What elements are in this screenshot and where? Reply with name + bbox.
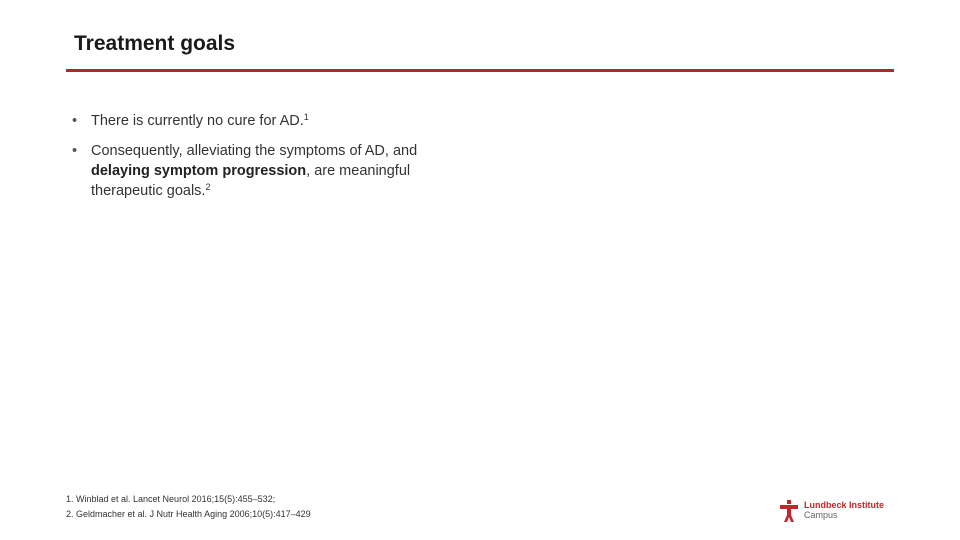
reference-superscript: 1 [303, 112, 309, 122]
reference-item: 1. Winblad et al. Lancet Neurol 2016;15(5):455–532; [66, 494, 276, 504]
bullet-text-continued: , are meaningful therapeutic goals. [91, 163, 411, 199]
bullet-emphasis: delaying symptom progression [91, 163, 307, 179]
bullet-marker: • [72, 113, 78, 129]
bullet-item [72, 141, 472, 201]
bullet-text: Consequently, alleviating the symptoms of AD, and [91, 143, 418, 159]
title-divider [66, 69, 894, 72]
lundbeck-logo [780, 500, 900, 522]
lundbeck-figure-icon [780, 500, 798, 522]
reference-item: 2. Geldmacher et al. J Nutr Health Aging 2006;10(5):417–429 [66, 509, 311, 519]
reference-superscript: 2 [205, 182, 211, 192]
bullet-text: There is currently no cure for AD. [91, 113, 304, 129]
bullet-list [72, 111, 472, 211]
references [66, 492, 311, 522]
bullet-marker: • [72, 143, 78, 159]
logo-wordmark: Lundbeck Institute [804, 500, 885, 510]
logo-subtitle: Campus [804, 510, 838, 520]
slide-title: Treatment goals [74, 32, 236, 55]
bullet-item [72, 111, 472, 131]
